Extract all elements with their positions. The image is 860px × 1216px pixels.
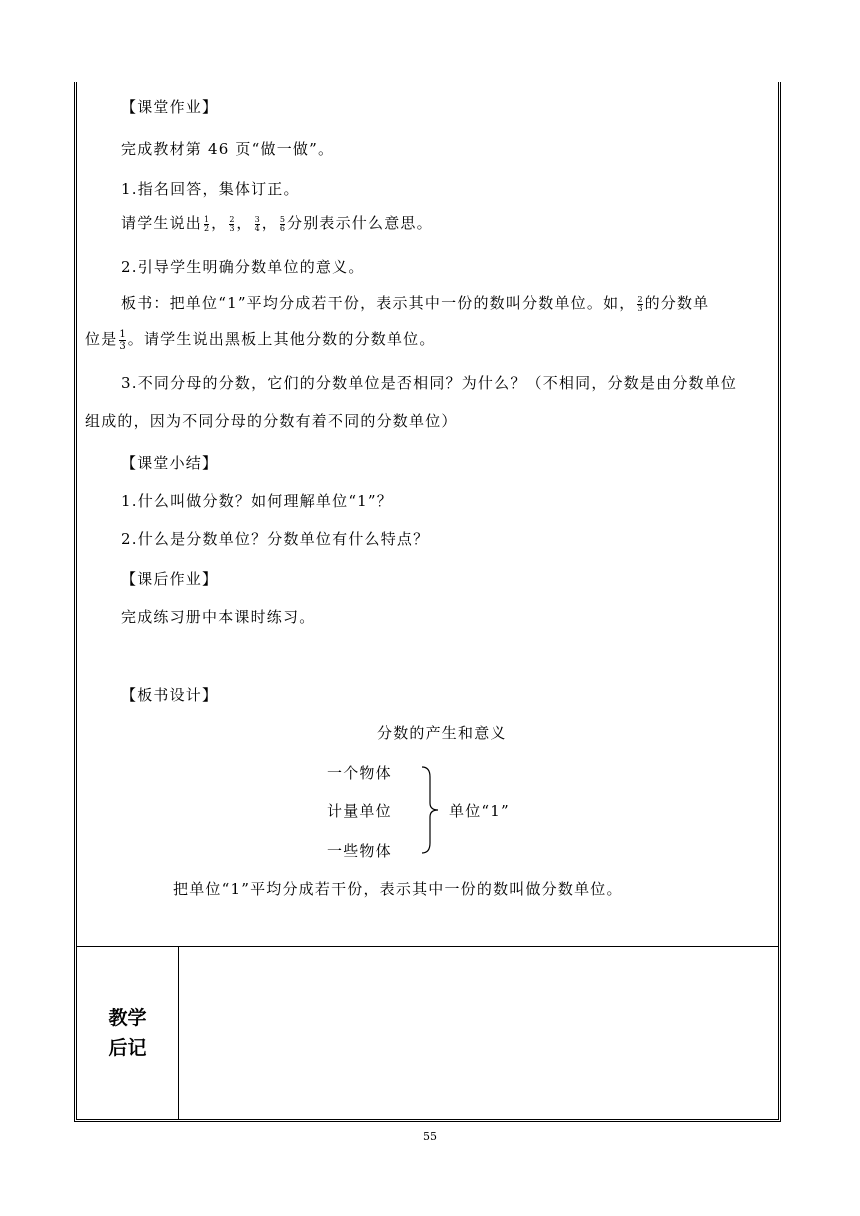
table-divider xyxy=(77,946,778,947)
board-design-title: 分数的产生和意义 xyxy=(377,724,507,742)
board-result-unit-one: 单位“1” xyxy=(449,802,510,820)
fraction-1-2: $\frac{1}{2}$ xyxy=(204,214,210,233)
fraction-3-4: $\frac{3}{4}$ xyxy=(254,214,260,233)
summary-item-1: 1.什么叫做分数？如何理解单位“1”？ xyxy=(121,492,393,510)
lesson-content-cell xyxy=(77,82,778,946)
summary-item-2: 2.什么是分数单位？分数单位有什么特点？ xyxy=(121,530,430,548)
item-3-line-2: 组成的，因为不同分母的分数有着不同的分数单位） xyxy=(85,412,458,430)
item-3-line-1: 3.不同分母的分数，它们的分数单位是否相同？为什么？（不相同，分数是由分数单位 xyxy=(121,374,738,392)
item-1-prompt: 请学生说出 $\frac{1}{2}$ ， $\frac{2}{3}$ ， $\frac{3}{4}$ ， $\frac{5}{6}$ 分别表示什么意思。 xyxy=(121,214,433,233)
classwork-heading: 【课堂作业】 xyxy=(121,98,219,116)
item-1: 1.指名回答，集体订正。 xyxy=(121,180,300,198)
lesson-table xyxy=(74,82,781,1122)
summary-heading: 【课堂小结】 xyxy=(121,454,219,472)
item-2: 2.引导学生明确分数单位的意义。 xyxy=(121,258,365,276)
board-fraction-2-3: $\frac{2}{3}$ xyxy=(637,294,643,313)
homework-heading: 【课后作业】 xyxy=(121,570,219,588)
classwork-intro: 完成教材第 46 页“做一做”。 xyxy=(121,140,335,158)
reflection-label: 教学后记 xyxy=(108,1007,147,1059)
reflection-label-cell xyxy=(77,947,179,1119)
prompt-post: 分别表示什么意思。 xyxy=(287,214,433,232)
fraction-2-3: $\frac{2}{3}$ xyxy=(229,214,235,233)
board-text-line-1: 板书：把单位“1”平均分成若干份，表示其中一份的数叫分数单位。如， $\frac{2}{3}$ 的分数单 xyxy=(121,294,710,313)
board-conclusion: 把单位“1”平均分成若干份，表示其中一份的数叫做分数单位。 xyxy=(173,880,623,898)
right-brace-icon xyxy=(420,765,444,855)
board-item-measure-unit: 计量单位 xyxy=(327,802,392,820)
board-text-line-2: 位是 $\frac{1}{3}$ 。请学生说出黑板上其他分数的分数单位。 xyxy=(85,328,436,352)
page-number: 55 xyxy=(423,1130,437,1143)
prompt-pre: 请学生说出 xyxy=(121,214,203,232)
fraction-5-6: $\frac{5}{6}$ xyxy=(279,214,285,233)
homework-text: 完成练习册中本课时练习。 xyxy=(121,608,316,626)
board-item-one-object: 一个物体 xyxy=(327,764,392,782)
board-item-some-objects: 一些物体 xyxy=(327,842,392,860)
board-fraction-1-3: $\frac{1}{3}$ xyxy=(119,328,126,352)
board-design-heading: 【板书设计】 xyxy=(121,686,219,704)
